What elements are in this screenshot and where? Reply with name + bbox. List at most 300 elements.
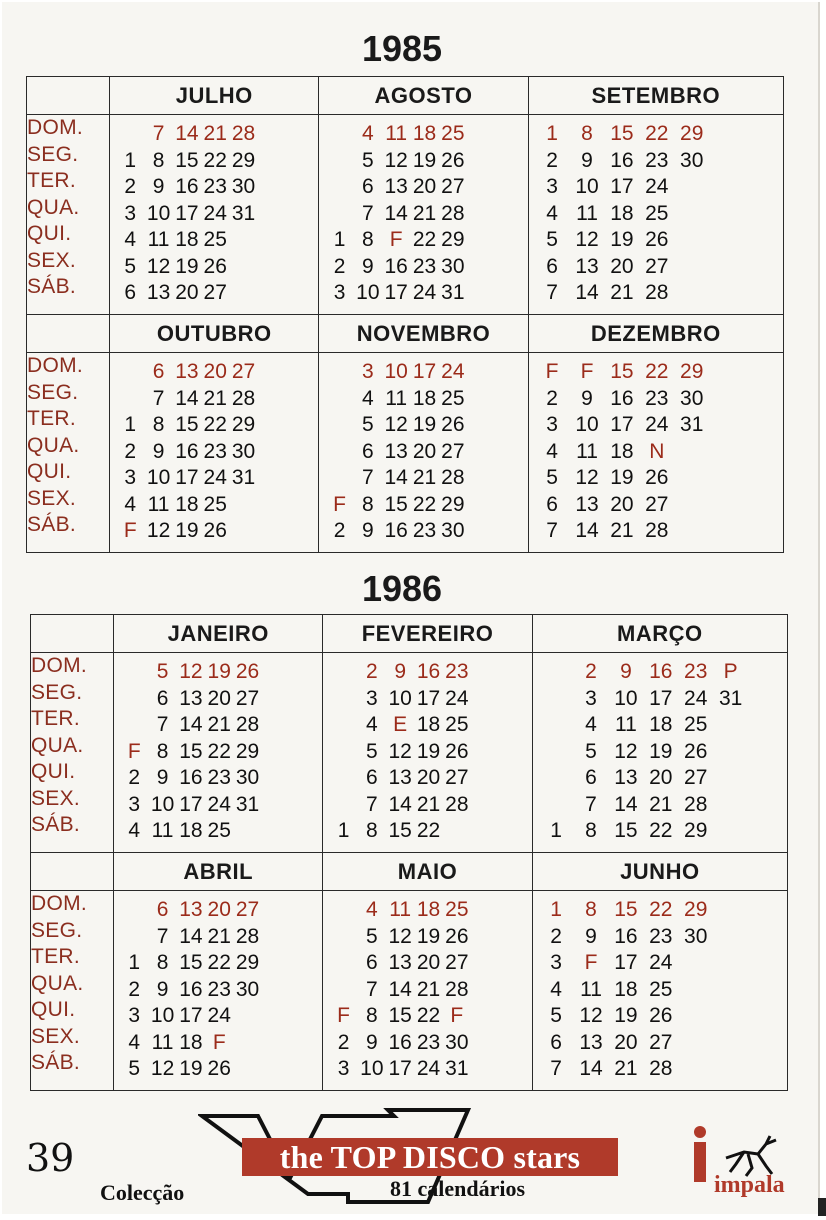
day-cell: 28 xyxy=(645,519,669,542)
day-cell xyxy=(539,659,574,686)
day-cell: 6 xyxy=(546,492,558,516)
month-header: AGOSTO xyxy=(319,77,528,115)
day-cell xyxy=(495,518,523,545)
day-cell: 23 xyxy=(645,386,669,410)
day-cell xyxy=(499,1003,527,1030)
day-cell xyxy=(495,254,523,281)
day-cell: 6 xyxy=(362,175,374,198)
day-cell xyxy=(262,792,290,819)
day-cell: 2 xyxy=(550,924,562,948)
day-cell xyxy=(286,280,314,307)
day-cell: 6 xyxy=(546,254,558,278)
day-cell: 6 xyxy=(366,766,378,789)
day-cell xyxy=(748,977,783,1004)
day-cell: 8 xyxy=(362,228,374,251)
day-cell xyxy=(286,254,314,281)
day-cell: 13 xyxy=(575,254,599,278)
day-cell xyxy=(709,359,744,386)
day-cell: 6 xyxy=(585,766,597,789)
month-grid xyxy=(114,653,323,853)
day-cell xyxy=(539,712,574,739)
day-cell: 4 xyxy=(362,122,374,145)
day-cell: 31 xyxy=(231,466,256,489)
day-cell xyxy=(744,280,779,307)
day-cell xyxy=(709,386,744,413)
day-label: SÁB. xyxy=(31,1051,81,1074)
day-cell: 19 xyxy=(412,413,437,436)
day-cell: 11 xyxy=(389,898,412,921)
day-cell: 28 xyxy=(441,201,465,225)
day-cell: 13 xyxy=(384,175,408,198)
day-cell xyxy=(709,465,744,492)
day-cell: 8 xyxy=(152,413,165,436)
day-cell: 17 xyxy=(175,466,199,489)
day-cell xyxy=(744,439,779,466)
day-cell xyxy=(471,765,499,792)
day-cell xyxy=(290,712,318,739)
corner-cell xyxy=(27,77,110,115)
day-cell: 5 xyxy=(585,739,597,763)
day-cell: 23 xyxy=(684,660,708,683)
day-label: DOM. xyxy=(31,654,88,677)
day-label: QUI. xyxy=(31,760,76,783)
day-label: DOM. xyxy=(31,892,88,915)
day-cell xyxy=(262,924,290,951)
day-cell: 3 xyxy=(337,1057,350,1080)
card-number: 39 xyxy=(26,1136,75,1180)
day-cell: 10 xyxy=(388,686,412,710)
day-cell: 25 xyxy=(207,819,231,842)
day-cell: 15 xyxy=(614,819,638,842)
day-cell xyxy=(713,739,748,766)
day-cell: 16 xyxy=(175,439,199,463)
day-cell xyxy=(499,792,527,819)
day-cell: 21 xyxy=(610,281,634,304)
day-cell: 10 xyxy=(150,792,175,816)
day-cell xyxy=(467,201,495,228)
day-cell xyxy=(286,174,314,201)
day-cell xyxy=(713,1003,748,1030)
day-cell: 25 xyxy=(445,898,469,921)
day-cell: 22 xyxy=(645,360,669,383)
day-label: QUA. xyxy=(31,971,84,995)
day-cell: 17 xyxy=(175,201,199,225)
day-cell xyxy=(262,950,290,977)
day-label: TER. xyxy=(31,707,81,730)
day-cell xyxy=(467,121,495,148)
day-cell: 15 xyxy=(610,122,634,145)
day-cell: 27 xyxy=(441,439,465,463)
day-cell xyxy=(678,1056,713,1083)
day-cell: 21 xyxy=(416,977,441,1001)
day-cell: 18 xyxy=(179,819,203,842)
day-cell: 15 xyxy=(384,492,408,516)
day-cell xyxy=(325,174,353,201)
day-cell: 24 xyxy=(207,792,231,816)
month-header: ABRIL xyxy=(114,853,323,891)
day-cell: 9 xyxy=(152,175,165,198)
day-cell: 22 xyxy=(416,1004,441,1027)
day-cell xyxy=(471,792,499,819)
day-cell: 25 xyxy=(441,386,465,410)
day-cell: 22 xyxy=(416,819,441,842)
day-cell: 2 xyxy=(366,660,378,683)
day-cell: 24 xyxy=(412,281,437,304)
month-header: FEVEREIRO xyxy=(323,615,532,653)
day-cell: 5 xyxy=(366,924,378,948)
day-cell xyxy=(674,439,709,466)
month-header: MAIO xyxy=(323,853,532,891)
day-cell: N xyxy=(649,439,665,463)
day-cell: 16 xyxy=(179,977,203,1001)
day-cell: 5 xyxy=(550,1004,562,1027)
day-cell: 19 xyxy=(179,1057,203,1080)
day-cell: 13 xyxy=(579,1030,603,1054)
day-cell xyxy=(329,924,357,951)
day-cell: F xyxy=(333,492,346,516)
day-cell xyxy=(286,121,314,148)
day-cell: 5 xyxy=(546,466,558,489)
day-cell: 28 xyxy=(235,713,260,736)
day-cell: 11 xyxy=(151,819,174,842)
day-cell xyxy=(744,227,779,254)
day-cell xyxy=(744,254,779,281)
day-cell xyxy=(467,148,495,175)
day-cell xyxy=(258,201,286,228)
month-header: MARÇO xyxy=(532,615,787,653)
day-cell xyxy=(467,412,495,439)
day-cell xyxy=(495,148,523,175)
day-cell: 9 xyxy=(366,1030,378,1054)
day-label: SEG. xyxy=(31,918,83,942)
day-cell: F xyxy=(450,1004,464,1027)
day-cell: 1 xyxy=(546,122,558,145)
day-cell: 27 xyxy=(684,766,708,789)
day-cell: 17 xyxy=(388,1057,412,1080)
day-cell: 17 xyxy=(179,792,203,816)
day-cell: 18 xyxy=(416,898,441,921)
day-cell: 4 xyxy=(128,1030,141,1054)
day-cell xyxy=(262,818,290,845)
day-cell: 29 xyxy=(235,951,260,974)
day-cell: 10 xyxy=(384,360,408,383)
day-cell xyxy=(286,359,314,386)
day-cell xyxy=(471,977,499,1004)
day-cell: 29 xyxy=(235,739,260,763)
day-cell: 16 xyxy=(610,148,634,172)
day-cell: 23 xyxy=(412,519,437,542)
day-cell xyxy=(258,174,286,201)
day-cell: 14 xyxy=(575,281,599,304)
day-cell xyxy=(713,1030,748,1057)
day-cell xyxy=(325,439,353,466)
day-cell xyxy=(471,897,499,924)
day-cell: 10 xyxy=(146,201,171,225)
day-cell xyxy=(744,201,779,228)
day-cell: 30 xyxy=(445,1030,469,1054)
day-cell: 7 xyxy=(546,281,558,304)
day-cell: 31 xyxy=(441,281,465,304)
day-cell: 18 xyxy=(610,201,634,225)
day-cell: 14 xyxy=(579,1057,603,1080)
day-cell: 16 xyxy=(384,254,408,278)
day-cell xyxy=(286,492,314,519)
day-cell: 23 xyxy=(649,924,673,948)
day-cell: 13 xyxy=(179,686,203,710)
day-cell xyxy=(713,924,748,951)
day-cell xyxy=(748,818,783,845)
calendar-table-1985 xyxy=(26,76,784,553)
day-cell: 5 xyxy=(156,660,169,683)
day-cell: 21 xyxy=(416,792,441,816)
day-cell xyxy=(290,1003,318,1030)
day-cell xyxy=(229,227,257,254)
day-cell: 26 xyxy=(441,148,465,172)
day-cell xyxy=(329,977,357,1004)
day-cell: F xyxy=(337,1004,350,1027)
day-cell xyxy=(233,818,261,845)
day-cell: 14 xyxy=(614,792,638,816)
day-cell: 31 xyxy=(718,686,743,710)
corner-cell xyxy=(31,615,114,653)
day-cell: 16 xyxy=(175,175,199,198)
day-cell: 1 xyxy=(337,819,350,842)
day-cell: 7 xyxy=(152,122,165,145)
day-cell: 10 xyxy=(575,175,599,198)
day-cell: 14 xyxy=(175,122,199,145)
day-cell: 20 xyxy=(649,766,673,789)
day-cell xyxy=(262,1056,290,1083)
day-cell: 25 xyxy=(645,201,669,225)
day-cell: 31 xyxy=(235,792,260,816)
day-cell: 17 xyxy=(179,1004,203,1027)
day-cell: 6 xyxy=(550,1030,562,1054)
day-cell xyxy=(713,950,748,977)
day-cell: F xyxy=(389,228,403,251)
day-cell xyxy=(499,818,527,845)
day-cell xyxy=(290,1030,318,1057)
day-cell: 3 xyxy=(124,466,137,489)
day-cell xyxy=(748,765,783,792)
day-cell xyxy=(262,1030,290,1057)
day-cell xyxy=(467,359,495,386)
day-cell: 6 xyxy=(156,686,169,710)
day-cell: 19 xyxy=(175,254,199,278)
day-cell: 3 xyxy=(546,175,558,198)
day-cell xyxy=(229,518,257,545)
day-label: QUI. xyxy=(31,998,76,1021)
day-cell: 27 xyxy=(203,281,227,304)
day-cell xyxy=(329,712,357,739)
day-cell: 19 xyxy=(416,924,441,948)
day-cell xyxy=(713,1056,748,1083)
day-cell: 22 xyxy=(645,122,669,145)
day-cell xyxy=(329,950,357,977)
day-cell xyxy=(290,818,318,845)
day-cell xyxy=(325,465,353,492)
day-cell xyxy=(120,659,148,686)
day-cell: 5 xyxy=(362,413,374,436)
day-cell: 28 xyxy=(445,977,469,1001)
day-cell: 27 xyxy=(445,766,469,789)
month-grid xyxy=(110,353,319,553)
day-cell xyxy=(258,121,286,148)
day-cell: 7 xyxy=(362,201,374,225)
day-cell: 3 xyxy=(124,201,137,225)
day-cell: 29 xyxy=(684,898,708,921)
day-cell: 19 xyxy=(412,148,437,172)
day-cell: 22 xyxy=(203,413,227,436)
day-cell: 6 xyxy=(124,281,137,304)
day-cell: 2 xyxy=(128,766,141,789)
day-cell xyxy=(325,201,353,228)
day-cell: 31 xyxy=(445,1057,469,1080)
day-cell: 9 xyxy=(362,254,374,278)
day-cell: F xyxy=(123,519,137,542)
day-cell: 29 xyxy=(680,360,704,383)
day-cell: 2 xyxy=(128,977,141,1001)
day-cell: 11 xyxy=(580,977,602,1001)
day-cell: 22 xyxy=(412,492,437,516)
day-cell: 30 xyxy=(231,175,256,198)
day-cell: 7 xyxy=(156,713,169,736)
day-cell: 2 xyxy=(546,148,558,172)
year-title-1986: 1986 xyxy=(361,568,443,609)
day-cell xyxy=(495,280,523,307)
day-cell: 30 xyxy=(684,924,708,948)
day-cell: 24 xyxy=(441,360,465,383)
day-cell xyxy=(290,765,318,792)
month-grid xyxy=(323,891,532,1091)
day-cell xyxy=(713,977,748,1004)
day-cell xyxy=(748,1056,783,1083)
day-cell: 30 xyxy=(235,766,260,789)
day-cell: 14 xyxy=(388,977,412,1001)
day-cell xyxy=(499,924,527,951)
day-cell: 3 xyxy=(366,686,378,710)
day-label: TER. xyxy=(31,945,81,968)
day-cell xyxy=(709,280,744,307)
day-cell: 28 xyxy=(235,924,260,948)
day-cell: 12 xyxy=(614,739,638,763)
day-cell: 22 xyxy=(412,228,437,251)
day-label: SÁB. xyxy=(31,813,81,836)
day-cell: 16 xyxy=(416,660,441,683)
day-cell xyxy=(229,492,257,519)
day-cell: 5 xyxy=(124,254,137,278)
day-cell xyxy=(325,412,353,439)
day-cell: 4 xyxy=(585,713,597,736)
day-cell xyxy=(748,686,783,713)
day-cell: 22 xyxy=(207,951,231,974)
day-cell xyxy=(329,686,357,713)
day-cell: 12 xyxy=(579,1004,603,1027)
day-cell xyxy=(495,439,523,466)
collection-label: Colecção xyxy=(100,1180,185,1205)
day-label: SEG. xyxy=(31,680,83,704)
day-cell xyxy=(329,897,357,924)
day-cell: 25 xyxy=(445,713,469,736)
month-header: JUNHO xyxy=(532,853,787,891)
day-cell: 23 xyxy=(416,1030,441,1054)
day-cell xyxy=(262,1003,290,1030)
day-cell: 27 xyxy=(441,175,465,198)
day-cell xyxy=(233,1056,261,1083)
day-cell: 15 xyxy=(179,951,203,974)
day-cell: 27 xyxy=(649,1030,673,1054)
day-cell xyxy=(329,659,357,686)
day-labels xyxy=(31,653,114,853)
day-cell: 21 xyxy=(203,386,227,410)
day-cell xyxy=(713,792,748,819)
corner-cell xyxy=(27,315,110,353)
day-cell xyxy=(286,412,314,439)
day-cell xyxy=(709,121,744,148)
day-cell xyxy=(120,924,148,951)
day-cell: 18 xyxy=(610,439,634,463)
day-cell xyxy=(471,924,499,951)
day-cell xyxy=(495,121,523,148)
day-cell xyxy=(713,765,748,792)
day-cell xyxy=(233,1003,261,1030)
day-cell: 26 xyxy=(203,519,227,542)
day-cell: 20 xyxy=(416,766,441,789)
day-cell: 8 xyxy=(581,122,593,145)
day-cell xyxy=(748,924,783,951)
day-cell: 9 xyxy=(362,519,374,542)
day-cell: 22 xyxy=(649,898,673,921)
day-label: SEX. xyxy=(31,1024,81,1048)
day-label: SÁB. xyxy=(27,275,77,298)
day-cell: 24 xyxy=(645,413,669,436)
day-cell: 18 xyxy=(179,1030,203,1054)
day-cell xyxy=(495,227,523,254)
day-cell xyxy=(499,950,527,977)
day-cell: 25 xyxy=(649,977,673,1001)
day-cell: 2 xyxy=(333,519,346,542)
day-cell: 25 xyxy=(684,713,708,736)
day-cell xyxy=(678,1003,713,1030)
day-cell: 3 xyxy=(333,281,346,304)
day-cell xyxy=(744,121,779,148)
day-cell: 14 xyxy=(179,713,203,736)
day-cell xyxy=(495,386,523,413)
day-cell xyxy=(262,712,290,739)
impala-label: impala xyxy=(714,1172,785,1198)
day-cell: 3 xyxy=(546,413,558,436)
day-cell: 17 xyxy=(610,413,634,436)
day-cell: 24 xyxy=(203,466,227,489)
day-cell xyxy=(495,201,523,228)
month-grid xyxy=(319,353,528,553)
day-cell: 4 xyxy=(546,439,558,463)
day-cell: 13 xyxy=(146,281,171,304)
month-grid xyxy=(323,653,532,853)
day-cell: 30 xyxy=(680,386,704,410)
month-header: JULHO xyxy=(110,77,319,115)
day-cell: 31 xyxy=(231,201,256,225)
day-cell: 24 xyxy=(645,175,669,198)
month-grid xyxy=(532,653,787,853)
day-cell: 9 xyxy=(581,386,593,410)
day-cell: 3 xyxy=(585,686,597,710)
day-label: SEX. xyxy=(27,248,77,272)
day-cell: 28 xyxy=(684,792,708,816)
corner-cell xyxy=(31,853,114,891)
day-cell xyxy=(467,386,495,413)
day-cell: 23 xyxy=(207,766,231,789)
day-cell: 15 xyxy=(614,898,638,921)
